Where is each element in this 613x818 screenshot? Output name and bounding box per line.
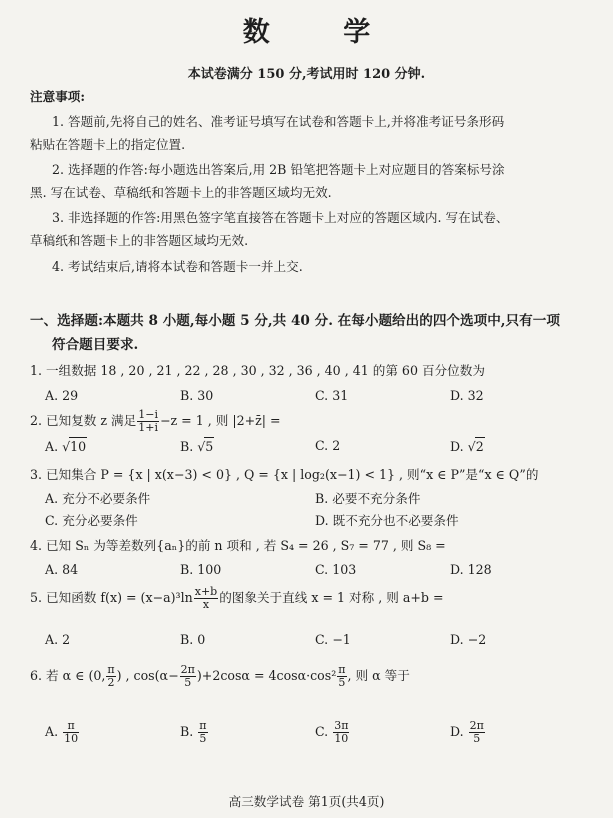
notice-line-2: 粘贴在答题卡上的指定位置. <box>30 137 186 152</box>
question-3-option-b: B. 必要不充分条件 <box>315 491 421 506</box>
fraction: $\frac{x+b}{x}$ <box>194 585 218 611</box>
exam-info: 本试卷满分 150 分,考试用时 120 分钟. <box>187 67 426 82</box>
fraction: $\frac{\pi}{2}$ <box>107 663 115 689</box>
question-1-option-a: A. 29 <box>45 388 79 403</box>
question-4-option-b: B. 100 <box>180 562 222 577</box>
question-3-option-a: A. 充分不必要条件 <box>45 491 151 506</box>
question-4-option-a: A. 84 <box>45 562 79 577</box>
notice-line-7: 4. 考试结束后,请将本试卷和答题卡一并上交. <box>52 259 303 274</box>
notice-line-3: 2. 选择题的作答:每小题选出答案后,用 2B 铅笔把答题卡上对应题目的答案标号涂 <box>52 162 505 177</box>
question-2-option-c: C. 2 <box>315 438 341 453</box>
question-3-option-c: C. 充分必要条件 <box>45 513 138 528</box>
question-4-option-d: D. 128 <box>450 562 492 577</box>
fraction: $\frac{2\pi}{5}$ <box>180 663 195 689</box>
question-3-option-d: D. 既不充分也不必要条件 <box>315 513 459 528</box>
section-heading: 一、选择题:本题共 8 小题,每小题 5 分,共 40 分. 在每小题给出的四个选项中,只有一项 <box>30 313 560 329</box>
question-1-option-b: B. 30 <box>180 388 214 403</box>
question-2-option-d: D. √2 <box>450 439 484 454</box>
fraction: $\frac{1-i}{1+i}$ <box>138 408 158 434</box>
question-1-option-c: C. 31 <box>315 388 349 403</box>
question-6-option-a: A. $\frac{\pi}{10}$ <box>45 719 79 745</box>
question-2-option-a: A. √10 <box>45 439 87 454</box>
question-4-stem: 4. 已知 Sₙ 为等差数列{aₙ}的前 n 项和 , 若 S₄ = 26 , S₇ = 77 , 则 S₈ = <box>30 538 446 553</box>
section-heading-cont: 符合题目要求. <box>52 337 139 353</box>
question-3-stem: 3. 已知集合 P = {x | x(x−3) < 0} , Q = {x | log₂(x−1) < 1} , 则“x ∈ P”是“x ∈ Q”的 <box>30 467 539 482</box>
question-1-option-d: D. 32 <box>450 388 484 403</box>
page-title: 数 学 <box>242 17 403 48</box>
question-5-option-d: D. −2 <box>450 632 487 647</box>
question-6-option-c: C. $\frac{3\pi}{10}$ <box>315 719 349 745</box>
question-5-option-b: B. 0 <box>180 632 206 647</box>
question-2-stem: 2. 已知复数 z 满足 $\frac{1-i}{1+i}$ −z = 1 , 则 |2+z̄| = <box>30 408 281 434</box>
question-2-option-b: B. √5 <box>180 439 214 454</box>
question-5-stem: 5. 已知函数 f(x) = (x−a)³ln $\frac{x+b}{x}$ 的图象关于直线 x = 1 对称 , 则 a+b = <box>30 585 444 611</box>
notice-line-6: 草稿纸和答题卡上的非答题区域均无效. <box>30 233 249 248</box>
question-4-option-c: C. 103 <box>315 562 357 577</box>
notice-line-4: 黑. 写在试卷、草稿纸和答题卡上的非答题区域均无效. <box>30 185 332 200</box>
question-5-option-c: C. −1 <box>315 632 351 647</box>
question-1-stem: 1. 一组数据 18 , 20 , 21 , 22 , 28 , 30 , 32 , 36 , 40 , 41 的第 60 百分位数为 <box>30 363 485 378</box>
question-6-option-b: B. $\frac{\pi}{5}$ <box>180 719 207 745</box>
notice-line-5: 3. 非选择题的作答:用黑色签字笔直接答在答题卡上对应的答题区域内. 写在试卷、 <box>52 210 509 225</box>
question-6-option-d: D. $\frac{2\pi}{5}$ <box>450 719 484 745</box>
question-6-stem: 6. 若 α ∈ (0, $\frac{\pi}{2}$ ) , cos(α− $\frac{2\pi}{5}$ )+2cosα = 4cosα·cos² $\frac{\pi}{5}$ , 则 α 等于 <box>30 663 410 689</box>
fraction: $\frac{\pi}{5}$ <box>338 663 346 689</box>
notice-heading: 注意事项: <box>30 89 86 104</box>
question-5-option-a: A. 2 <box>45 632 71 647</box>
page-footer: 高三数学试卷 第1页(共4页) <box>228 794 385 809</box>
notice-line-1: 1. 答题前,先将自己的姓名、准考证号填写在试卷和答题卡上,并将准考证号条形码 <box>52 114 505 129</box>
